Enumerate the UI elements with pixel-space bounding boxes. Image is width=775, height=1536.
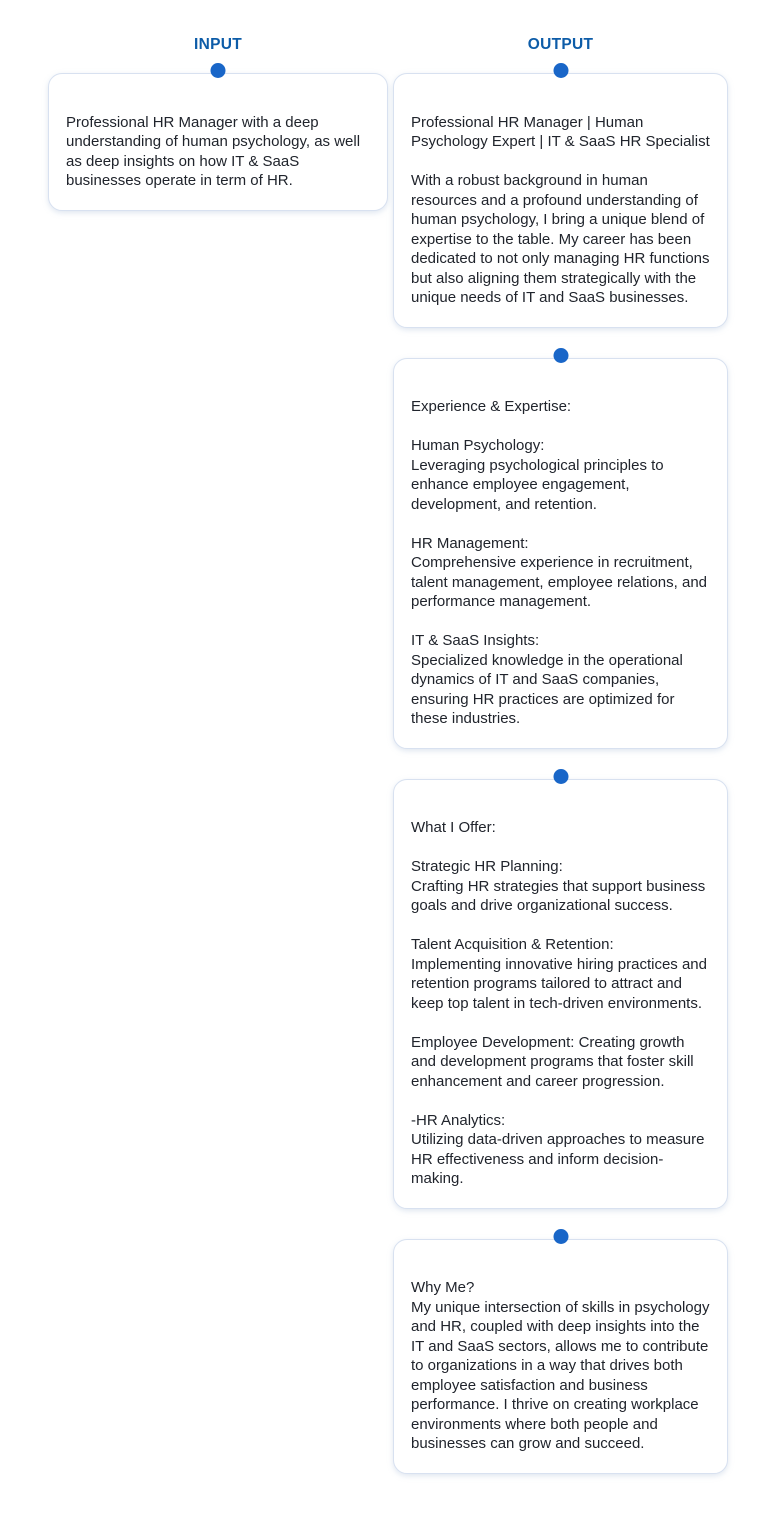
output-card-3-text: What I Offer: Strategic HR Planning: Crafting HR strategies that support business goals and drive organizational success. Talent Acquisition & Retention: Implementing innovative hiring practices and retention programs tailored to attract and keep top talent in tech-driven environments. Employee Development: Creating growth and development programs that foster skill enhancement and career progression. -HR Analytics: Utilizing data-driven approaches to measure HR effectiveness and inform decision-making.	[411, 819, 707, 1187]
output-card-1-text: Professional HR Manager | Human Psychology Expert | IT & SaaS HR Specialist With a robust background in human resources and a profound understanding of human psychology, I bring a unique blend of expertise to the table. My career has been dedicated to not only managing HR functions but also aligning them strategically with the unique needs of IT and SaaS businesses.	[411, 113, 710, 306]
output-card-node-1	[393, 73, 728, 328]
output-card-1	[393, 73, 728, 328]
output-card-4	[393, 1239, 728, 1474]
output-card-2	[393, 358, 728, 749]
input-column	[48, 36, 388, 211]
output-card-2-text: Experience & Expertise: Human Psychology: Leveraging psychological principles to enhance employee engagement, development, and retention. HR Management: Comprehensive experience in recruitment, talent management, employee relations, and performance management. IT & SaaS Insights: Specialized knowledge in the operational dynamics of IT and SaaS companies, ensuring HR practices are optimized for these industries.	[411, 398, 708, 727]
connector-dot-icon	[553, 1229, 568, 1244]
output-card-node-4	[393, 1239, 728, 1474]
output-column-header: OUTPUT	[527, 36, 594, 53]
output-card-4-text: Why Me? My unique intersection of skills in psychology and HR, coupled with deep insights into the IT and SaaS sectors, allows me to contribute to organizations in a way that drives both employee satisfaction and business performance. I thrive on creating workplace environments where both people and businesses can grow and succeed.	[411, 1279, 710, 1452]
output-column	[393, 36, 728, 1474]
connector-dot-icon	[553, 769, 568, 784]
input-column-header: INPUT	[194, 36, 242, 53]
connector-dot-icon	[211, 63, 226, 78]
connector-dot-icon	[553, 63, 568, 78]
input-card-text: Professional HR Manager with a deep understanding of human psychology, as well as deep insights on how IT & SaaS businesses operate in term of HR.	[66, 113, 361, 189]
connector-dot-icon	[553, 348, 568, 363]
input-card-node	[48, 73, 388, 211]
output-card-node-3	[393, 779, 728, 1209]
output-card-node-2	[393, 358, 728, 749]
output-card-3	[393, 779, 728, 1209]
input-card	[48, 73, 388, 211]
